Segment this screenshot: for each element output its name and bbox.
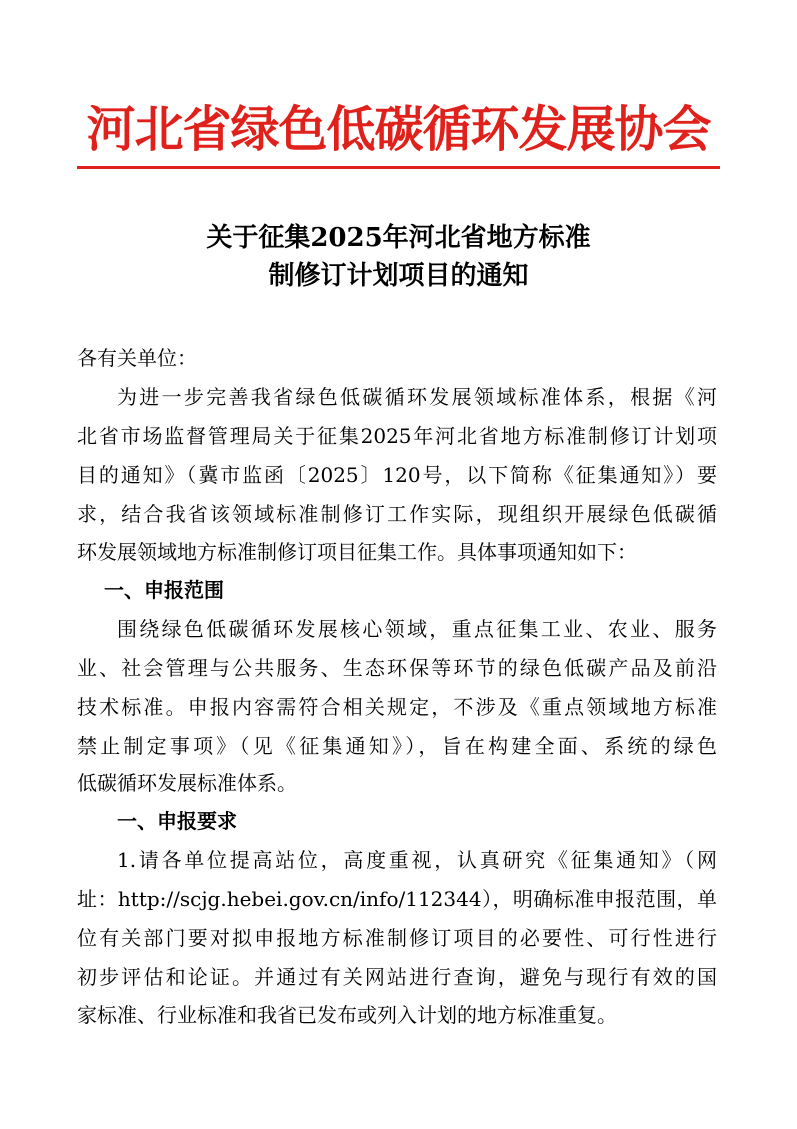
section-heading-requirements: 一、申报要求 xyxy=(117,809,237,833)
requirement-line: 址：http://scjg.hebei.gov.cn/info/112344），明确标准申报范围，单 xyxy=(77,887,717,911)
intro-line: 环发展领域地方标准制修订项目征集工作。具体事项通知如下： xyxy=(77,540,637,564)
scope-line: 围绕绿色低碳循环发展核心领域，重点征集工业、农业、服务 xyxy=(117,617,717,641)
requirement-line: 1.请各单位提高站位，高度重视，认真研究《征集通知》（网 xyxy=(117,848,717,872)
document-title-line-2: 制修订计划项目的通知 xyxy=(268,261,529,291)
document-title-line-1: 关于征集2025年河北省地方标准 xyxy=(206,223,591,253)
org-header-title: 河北省绿色低碳循环发展协会 xyxy=(86,101,711,158)
scope-line: 禁止制定事项》（见《征集通知》），旨在构建全面、系统的绿色 xyxy=(77,734,717,758)
intro-line: 目的通知》（冀市监函〔2025〕120号，以下简称《征集通知》）要 xyxy=(77,463,717,487)
requirement-line: 位有关部门要对拟申报地方标准制修订项目的必要性、可行性进行 xyxy=(77,926,717,950)
scope-line: 低碳循环发展标准体系。 xyxy=(77,771,297,795)
red-divider-line xyxy=(77,166,720,169)
requirement-line: 初步评估和论证。并通过有关网站进行查询，避免与现行有效的国 xyxy=(77,965,717,989)
salutation: 各有关单位： xyxy=(77,346,197,370)
scope-line: 技术标准。申报内容需符合相关规定，不涉及《重点领域地方标准 xyxy=(77,695,717,719)
requirement-line: 家标准、行业标准和我省已发布或列入计划的地方标准重复。 xyxy=(77,1003,617,1027)
intro-line: 为进一步完善我省绿色低碳循环发展领域标准体系，根据《河 xyxy=(117,385,717,409)
intro-line: 北省市场监督管理局关于征集2025年河北省地方标准制修订计划项 xyxy=(77,424,717,448)
scope-line: 业、社会管理与公共服务、生态环保等环节的绿色低碳产品及前沿 xyxy=(77,656,717,680)
section-heading-scope: 一、申报范围 xyxy=(104,578,224,602)
intro-line: 求，结合我省该领域标准制修订工作实际，现组织开展绿色低碳循 xyxy=(77,502,717,526)
